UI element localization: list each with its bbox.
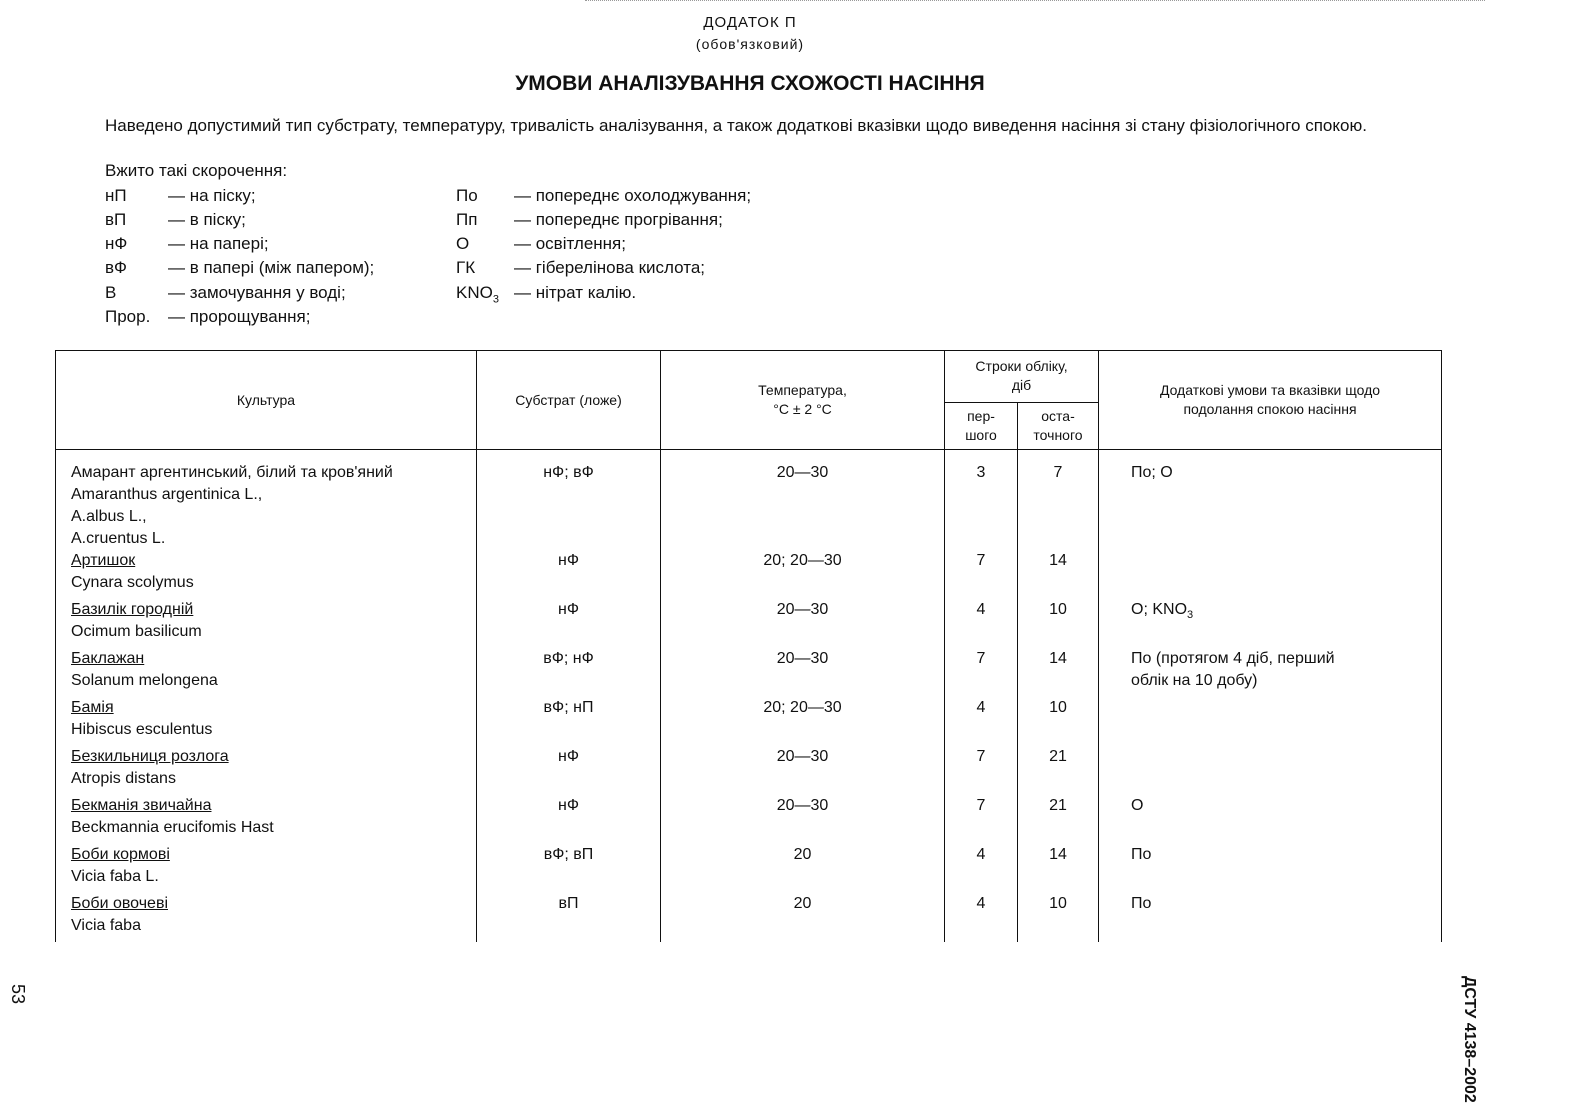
temperature-cell: 20 — [661, 893, 945, 942]
germination-conditions-table — [55, 350, 1442, 942]
crop-cell — [56, 844, 477, 893]
crop-name: Артишок — [71, 552, 136, 569]
temperature-cell: 20; 20—30 — [661, 697, 945, 746]
abbreviation-desc: — нітрат калію. — [514, 283, 637, 302]
notes-cell — [1099, 697, 1442, 746]
final-count-cell: 14 — [1018, 648, 1099, 697]
header-terms: Строки обліку, діб — [945, 351, 1099, 403]
table-row — [56, 893, 1442, 942]
first-count-cell: 3 — [945, 450, 1018, 551]
final-count-cell: 10 — [1018, 697, 1099, 746]
abbreviation-desc: — замочування у воді; — [168, 283, 346, 302]
crop-latin: Atropis distans — [71, 770, 176, 787]
abbreviation-code: ГК — [456, 258, 476, 277]
temperature-cell: 20—30 — [661, 746, 945, 795]
first-count-cell: 4 — [945, 893, 1018, 942]
crop-cell — [56, 795, 477, 844]
crop-name: Бекманія звичайна — [71, 797, 212, 814]
abbreviation-code: вФ — [105, 258, 127, 277]
first-count-cell: 4 — [945, 844, 1018, 893]
crop-name: Баклажан — [71, 650, 145, 667]
substrate-cell: вФ; нФ — [477, 648, 661, 697]
crop-name: Боби кормові — [71, 846, 170, 863]
first-count-cell: 4 — [945, 697, 1018, 746]
substrate-cell: нФ — [477, 795, 661, 844]
final-count-cell: 21 — [1018, 795, 1099, 844]
temperature-cell: 20; 20—30 — [661, 550, 945, 599]
final-count-cell: 14 — [1018, 550, 1099, 599]
substrate-cell: вФ; нП — [477, 697, 661, 746]
abbreviation-code: нФ — [105, 234, 128, 253]
appendix-label: ДОДАТОК П — [703, 14, 797, 31]
substrate-cell: вП — [477, 893, 661, 942]
page-title: УМОВИ АНАЛІЗУВАННЯ СХОЖОСТІ НАСІННЯ — [515, 72, 985, 95]
crop-name: Бамія — [71, 699, 114, 716]
notes-cell: По — [1099, 844, 1442, 893]
substrate-cell: нФ — [477, 746, 661, 795]
abbreviation-desc: — попереднє охолоджування; — [514, 186, 752, 205]
abbreviation-desc: — попереднє прогрівання; — [514, 210, 723, 229]
crop-latin: Vicia faba — [71, 917, 141, 934]
crop-cell — [56, 599, 477, 648]
first-count-cell: 7 — [945, 648, 1018, 697]
table-row — [56, 599, 1442, 648]
crop-cell — [56, 746, 477, 795]
final-count-cell: 7 — [1018, 450, 1099, 551]
header-notes: Додаткові умови та вказівки щодо подолання спокою насіння — [1099, 351, 1442, 450]
first-count-cell: 7 — [945, 795, 1018, 844]
first-count-cell: 4 — [945, 599, 1018, 648]
abbreviation-desc: — на папері; — [168, 234, 269, 253]
abbreviation-code: Прор. — [105, 307, 151, 326]
abbreviation-desc: — на піску; — [168, 186, 256, 205]
notes-line: облік на 10 добу) — [1131, 672, 1258, 689]
intro-paragraph: Наведено допустимий тип субстрату, температуру, тривалість аналізування, а також додаткові вказівки щодо виведення насіння зі стану фізіологічного спокою. — [105, 116, 1367, 135]
crop-latin: Solanum melongena — [71, 672, 218, 689]
final-count-cell: 10 — [1018, 893, 1099, 942]
notes-line: По (протягом 4 діб, перший — [1131, 650, 1335, 667]
crop-latin: A.cruentus L. — [71, 530, 166, 547]
notes-cell — [1099, 550, 1442, 599]
crop-cell — [56, 697, 477, 746]
notes-cell — [1099, 648, 1442, 697]
substrate-cell: нФ — [477, 550, 661, 599]
abbreviation-desc: — в папері (між папером); — [168, 258, 375, 277]
crop-cell — [56, 648, 477, 697]
substrate-cell: нФ; вФ — [477, 450, 661, 551]
header-crop: Культура — [56, 351, 477, 450]
crop-cell — [56, 893, 477, 942]
header-temperature: Температура, °С ± 2 °С — [661, 351, 945, 450]
abbreviation-desc: — пророщування; — [168, 307, 311, 326]
crop-latin: Vicia faba L. — [71, 868, 159, 885]
abbreviation-desc: — освітлення; — [514, 234, 626, 253]
crop-latin: Amaranthus argentinica L., — [71, 486, 263, 503]
crop-name: Базилік городній — [71, 601, 194, 618]
crop-name: Амарант аргентинський, білий та кров'яний — [71, 464, 393, 481]
header-final-count: оста- точного — [1018, 402, 1099, 449]
table-row — [56, 746, 1442, 795]
abbreviation-desc: — гіберелінова кислота; — [514, 258, 706, 277]
substrate-cell: вФ; вП — [477, 844, 661, 893]
notes-cell — [1099, 746, 1442, 795]
abbreviation-code: По — [456, 186, 478, 205]
appendix-note: (обов'язковий) — [695, 36, 805, 52]
table-row — [56, 795, 1442, 844]
first-count-cell: 7 — [945, 746, 1018, 795]
crop-latin: A.albus L., — [71, 508, 147, 525]
crop-latin: Hibiscus esculentus — [71, 721, 213, 738]
temperature-cell: 20—30 — [661, 648, 945, 697]
temperature-cell: 20—30 — [661, 450, 945, 551]
document-code-label: ДСТУ 4138–2002 — [1461, 976, 1478, 1103]
table-row — [56, 697, 1442, 746]
crop-cell — [56, 550, 477, 599]
table-row — [56, 450, 1442, 551]
crop-name: Безкильниця розлога — [71, 748, 229, 765]
notes-cell: О; $KNO_3$ — [1099, 599, 1442, 648]
final-count-cell: 14 — [1018, 844, 1099, 893]
first-count-cell: 7 — [945, 550, 1018, 599]
final-count-cell: 21 — [1018, 746, 1099, 795]
table-row — [56, 844, 1442, 893]
crop-latin: Ocimum basilicum — [71, 623, 202, 640]
temperature-cell: 20—30 — [661, 599, 945, 648]
temperature-cell: 20—30 — [661, 795, 945, 844]
final-count-cell: 10 — [1018, 599, 1099, 648]
abbreviation-code: Пп — [456, 210, 478, 229]
temperature-cell: 20 — [661, 844, 945, 893]
abbreviation-code: В — [105, 283, 117, 302]
abbreviation-desc: — в піску; — [168, 210, 246, 229]
scan-top-line — [585, 0, 1485, 1]
crop-latin: Beckmannia erucifomis Hast — [71, 819, 274, 836]
crop-latin: Cynara scolymus — [71, 574, 194, 591]
header-substrate: Субстрат (ложе) — [477, 351, 661, 450]
notes-cell: О — [1099, 795, 1442, 844]
abbreviation-code: вП — [105, 210, 127, 229]
notes-cell: По; О — [1099, 450, 1442, 551]
abbreviation-code: нП — [105, 186, 127, 205]
table-row — [56, 550, 1442, 599]
abbreviation-code: $KNO_3$ — [456, 283, 499, 306]
header-first-count: пер- шого — [945, 402, 1018, 449]
abbreviations-heading: Вжито такі скорочення: — [105, 161, 288, 180]
notes-cell: По — [1099, 893, 1442, 942]
substrate-cell: нФ — [477, 599, 661, 648]
abbreviation-code: О — [456, 234, 470, 253]
table-row — [56, 648, 1442, 697]
crop-cell — [56, 450, 477, 551]
page-number: 53 — [8, 984, 28, 1005]
crop-name: Боби овочеві — [71, 895, 168, 912]
